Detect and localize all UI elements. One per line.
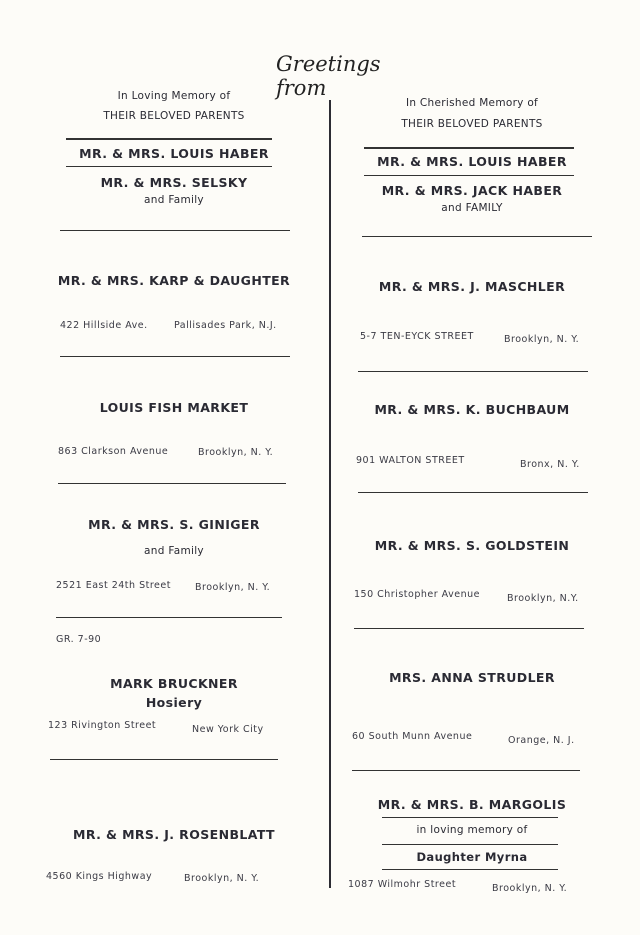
rule xyxy=(382,844,558,845)
ad-street: 150 Christopher Avenue xyxy=(354,589,480,600)
ad-name: LOUIS FISH MARKET xyxy=(99,400,249,415)
rule xyxy=(58,483,286,484)
ad-city: Brooklyn, N. Y. xyxy=(184,873,260,884)
memory-text: in loving memory of xyxy=(416,824,528,836)
memorial-line: THEIR BELOVED PARENTS xyxy=(103,110,245,122)
ad-name: MRS. ANNA STRUDLER xyxy=(389,670,555,685)
rule xyxy=(358,492,588,493)
rule xyxy=(50,759,278,760)
ad-city: Brooklyn, N. Y. xyxy=(492,883,568,894)
ad-street: 5-7 TEN-EYCK STREET xyxy=(360,331,474,342)
rule xyxy=(60,356,290,357)
ad-city: Brooklyn, N. Y. xyxy=(195,582,271,593)
business-type: Hosiery xyxy=(145,695,203,710)
rule xyxy=(60,230,290,231)
ad-city: Pallisades Park, N.J. xyxy=(174,320,277,331)
donor-name: MR. & MRS. JACK HABER xyxy=(381,183,563,198)
daughter-name: Daughter Myrna xyxy=(416,850,528,864)
rule xyxy=(364,175,574,176)
donor-name: MR. & MRS. SELSKY xyxy=(100,175,248,190)
ad-name: MR. & MRS. S. GOLDSTEIN xyxy=(374,538,570,553)
rule xyxy=(364,147,574,149)
ad-city: Brooklyn, N. Y. xyxy=(504,334,580,345)
rule xyxy=(66,166,272,167)
rule xyxy=(382,869,558,870)
ad-city: Brooklyn, N.Y. xyxy=(507,593,579,604)
ad-street: 863 Clarkson Avenue xyxy=(58,446,169,457)
memorial-line: THEIR BELOVED PARENTS xyxy=(401,118,543,130)
rule xyxy=(358,371,588,372)
ad-street: 60 South Munn Avenue xyxy=(352,731,473,742)
ad-city: Orange, N. J. xyxy=(508,735,575,746)
ad-name: MR. & MRS. K. BUCHBAUM xyxy=(374,402,570,417)
ad-street: 2521 East 24th Street xyxy=(56,580,171,591)
memorial-line: In Cherished Memory of xyxy=(405,97,539,109)
ad-city: New York City xyxy=(192,724,264,735)
column-divider xyxy=(329,100,331,888)
family-text: and Family xyxy=(144,545,204,557)
ad-name: MR. & MRS. J. ROSENBLATT xyxy=(73,827,275,842)
rule xyxy=(354,628,584,629)
ad-street: 901 WALTON STREET xyxy=(356,455,465,466)
rule xyxy=(362,236,592,237)
ad-city: Bronx, N. Y. xyxy=(520,459,580,470)
ad-name: MARK BRUCKNER xyxy=(110,676,238,691)
phone-number: GR. 7-90 xyxy=(56,634,102,645)
rule xyxy=(66,138,272,140)
family-text: and FAMILY xyxy=(441,202,503,214)
ad-street: 1087 Wilmohr Street xyxy=(348,879,457,890)
ad-name: MR. & MRS. B. MARGOLIS xyxy=(377,797,567,812)
ad-city: Brooklyn, N. Y. xyxy=(198,447,274,458)
rule xyxy=(352,770,580,771)
page-title: Greetings from xyxy=(276,52,381,100)
parents-name: MR. & MRS. LOUIS HABER xyxy=(79,146,269,161)
parents-name: MR. & MRS. LOUIS HABER xyxy=(377,154,567,169)
ad-name: MR. & MRS. S. GINIGER xyxy=(88,517,260,532)
rule xyxy=(56,617,282,618)
rule xyxy=(382,817,558,818)
ad-street: 422 Hillside Ave. xyxy=(60,320,148,331)
family-text: and Family xyxy=(144,194,204,206)
memorial-line: In Loving Memory of xyxy=(117,90,231,102)
ad-name: MR. & MRS. KARP & DAUGHTER xyxy=(57,273,291,288)
ad-street: 4560 Kings Highway xyxy=(46,871,153,882)
ad-street: 123 Rivington Street xyxy=(48,720,157,731)
ad-name: MR. & MRS. J. MASCHLER xyxy=(378,279,566,294)
